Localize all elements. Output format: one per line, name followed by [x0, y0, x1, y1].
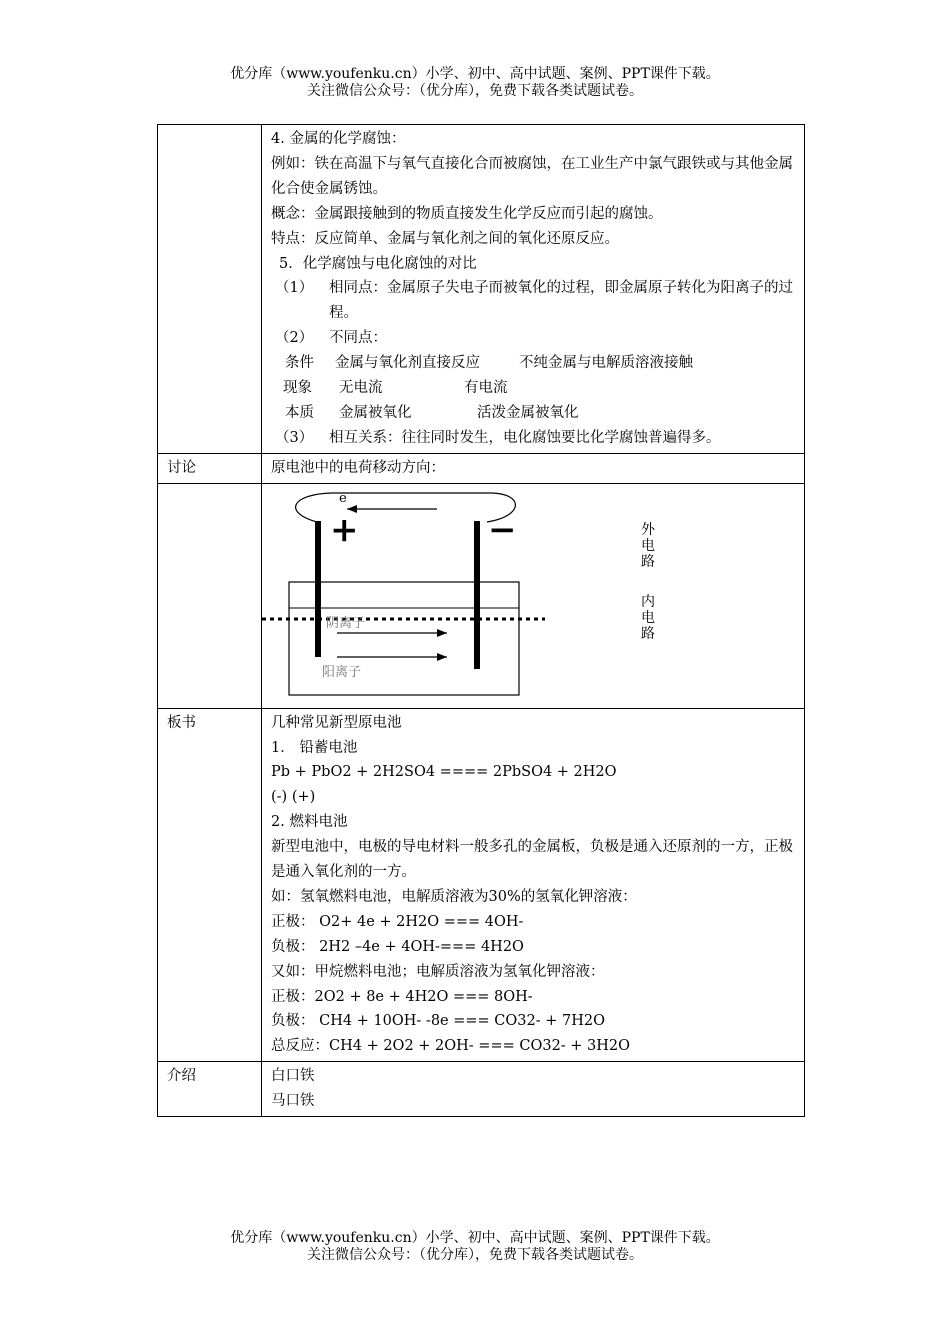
text-line: 1． 铅蓄电池	[271, 739, 358, 756]
positive-sign: +	[330, 509, 359, 550]
compare-electro: 有电流	[464, 380, 508, 397]
cation-label: 阳离子	[322, 664, 362, 680]
equation-line: 总反应：CH4 + 2O2 + 2OH- === CO32- + 3H2O	[271, 1038, 631, 1055]
board-content	[262, 708, 805, 1062]
row-label-discussion: 讨论	[158, 453, 262, 483]
row-discussion	[158, 453, 805, 483]
internal-circuit-label: 内电路	[641, 593, 655, 642]
compare-row-condition	[271, 351, 804, 376]
text-line: 2. 燃料电池	[271, 814, 348, 831]
equation-line: 正极： O2+ 4e + 2H2O === 4OH-	[271, 913, 524, 930]
galvanic-cell-diagram	[262, 483, 805, 708]
diff-point	[271, 326, 804, 351]
row-intro	[158, 1062, 805, 1117]
footer-line-1: 优分库（www.youfenku.cn）小学、初中、高中试题、案例、PPT课件下载。	[230, 1230, 720, 1246]
row-content-corrosion	[262, 125, 805, 454]
text-line: 几种常见新型原电池	[271, 714, 402, 731]
relation-text: 相互关系：往往同时发生，电化腐蚀要比化学腐蚀普遍得多。	[329, 429, 721, 446]
row-diagram	[158, 483, 805, 708]
compare-label: 本质	[285, 404, 314, 421]
equation-line: Pb + PbO2 + 2H2SO4 ==== 2PbSO4 + 2H2O	[271, 764, 617, 781]
equation-line: 负极： 2H2 –4e + 4OH-=== 4H2O	[271, 938, 524, 955]
electron-label: e	[339, 490, 347, 506]
text-line: 特点：反应简单、金属与氧化剂之间的氧化还原反应。	[271, 230, 619, 247]
row-board	[158, 708, 805, 1062]
text-line: 5．化学腐蚀与电化腐蚀的对比	[279, 255, 477, 272]
same-point	[271, 276, 804, 326]
text-line: 例如：铁在高温下与氧气直接化合而被腐蚀，在工业生产中氯气跟铁或与其他金属化合使金属锈蚀。	[271, 155, 793, 197]
compare-chemical: 金属被氧化	[339, 404, 412, 421]
compare-label: 现象	[283, 380, 312, 397]
row-label-intro: 介绍	[158, 1062, 262, 1117]
text-line: 原电池中的电荷移动方向：	[271, 459, 445, 476]
text-line: 又如：甲烷燃料电池；电解质溶液为氢氧化钾溶液：	[271, 963, 605, 980]
lesson-table	[157, 124, 805, 1117]
compare-electro: 活泼金属被氧化	[477, 404, 579, 421]
text-line: 如：氢氧燃料电池，电解质溶液为30%的氢氧化钾溶液：	[271, 888, 637, 905]
header-line-1: 优分库（www.youfenku.cn）小学、初中、高中试题、案例、PPT课件下载。	[230, 66, 720, 82]
row-label-board: 板书	[158, 708, 262, 1062]
intro-content	[262, 1062, 805, 1117]
text-line: 马口铁	[271, 1093, 315, 1110]
electrode-sign-line: (-) (+)	[271, 789, 316, 806]
same-number: （1）	[275, 280, 314, 297]
discussion-text	[262, 453, 805, 483]
cation-arrow-head	[437, 653, 447, 661]
page-footer	[0, 1230, 950, 1264]
anion-arrow-head	[437, 629, 447, 637]
compare-row-essence	[271, 401, 804, 426]
row-label-empty	[158, 483, 262, 708]
same-text: 相同点：金属原子失电子而被氧化的过程，即金属原子转化为阳离子的过程。	[329, 280, 793, 322]
text-line: 新型电池中，电极的导电材料一般多孔的金属板，负极是通入还原剂的一方，正极是通入氧化剂的一方。	[271, 839, 793, 881]
diff-text: 不同点：	[329, 330, 387, 347]
row-label-empty	[158, 125, 262, 454]
equation-line: 负极： CH4 + 10OH- -8e === CO32- + 7H2O	[271, 1013, 605, 1030]
external-circuit-label: 外电路	[641, 521, 655, 570]
compare-electro: 不纯金属与电解质溶液接触	[519, 355, 693, 372]
text-line: 4. 金属的化学腐蚀：	[271, 131, 406, 147]
diff-number: （2）	[275, 330, 314, 347]
compare-chemical: 无电流	[339, 380, 383, 397]
text-line: 白口铁	[271, 1068, 315, 1085]
anion-label: 阴离子	[326, 615, 366, 631]
relation-number: （3）	[275, 429, 314, 446]
negative-sign: −	[488, 509, 517, 550]
compare-chemical: 金属与氧化剂直接反应	[335, 355, 480, 372]
external-wire	[296, 493, 516, 522]
compare-row-phenomenon	[271, 376, 804, 401]
compare-label: 条件	[285, 355, 314, 372]
text-line: 概念：金属跟接触到的物质直接发生化学反应而引起的腐蚀。	[271, 205, 663, 222]
page-header-top	[0, 66, 950, 100]
relation-point	[271, 426, 804, 451]
equation-line: 正极：2O2 + 8e + 4H2O === 8OH-	[271, 988, 533, 1005]
row-chemical-corrosion	[158, 125, 805, 454]
header-line-2: 关注微信公众号：（优分库），免费下载各类试题试卷。	[307, 83, 643, 99]
footer-line-2: 关注微信公众号：（优分库），免费下载各类试题试卷。	[307, 1247, 643, 1263]
